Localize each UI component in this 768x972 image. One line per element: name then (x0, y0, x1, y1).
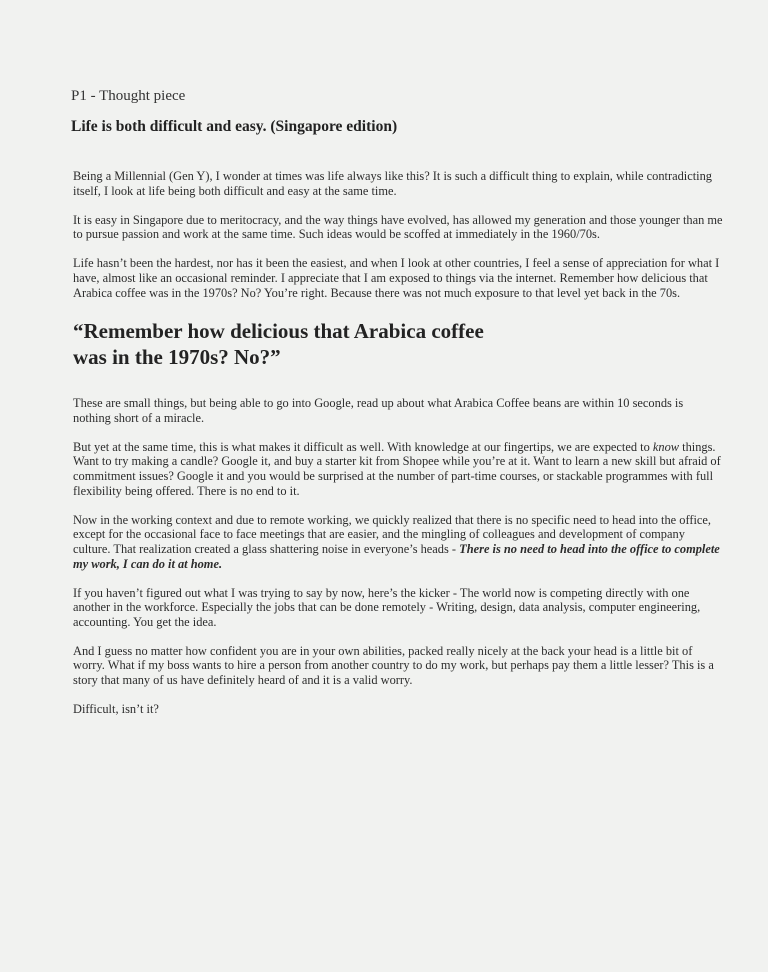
paragraph-6 (73, 513, 723, 571)
paragraph-5-italic-word: know (652, 439, 680, 454)
paragraph-4: These are small things, but being able to go into Google, read up about what Arabica Coffee beans are within 10 seconds is nothing short of a miracle. (73, 396, 684, 425)
paragraph-5-text-a: But yet at the same time, this is what makes it difficult as well. With knowledge at our fingertips, we are expected to (73, 439, 653, 454)
paragraph-2: It is easy in Singapore due to meritocracy, and the way things have evolved, has allowed my generation and those younger than me to pursue passion and work at the same time. Such ideas would be scoffed at immediately in the 1960/70s. (73, 212, 723, 242)
paragraph-7: If you haven’t figured out what I was trying to say by now, here’s the kicker - The world now is competing directly with one another in the workforce. Especially the jobs that can be done remotely - Writing, design, data analysis, computer engineering, accounting. You get the idea. (73, 585, 701, 629)
paragraph-8: And I guess no matter how confident you are in your own abilities, packed really nicely at the back your head is a little bit of worry. What if my boss wants to hire a person from another country to do my work, but perhaps pay them a little lesser? This is a story that many of us have definitely heard of and it is a valid worry. (73, 643, 714, 688)
paragraph-9: Difficult, isn’t it? (73, 702, 159, 717)
piece-label: P1 - Thought piece (71, 88, 186, 104)
article-body (73, 169, 723, 731)
paragraph-5 (73, 440, 723, 498)
paragraph-5-text-b: things. Want to try making a candle? Google it, and buy a starter kit from Shopee while you’re at it. Want to learn a new skill but afraid of commitment issues? Google it and you would be surprised at the number of part-time courses, or stackable programmes with full flexibility being offered. There is no end to it. (73, 439, 721, 498)
paragraph-1: Being a Millennial (Gen Y), I wonder at times was life always like this? It is such a difficult thing to explain, while contradicting itself, I look at life being both difficult and easy at the same time. (73, 169, 712, 198)
paragraph-6-emphasis: There is no need to head into the office to complete my work, I can do it at home. (73, 541, 720, 571)
paragraph-3: Life hasn’t been the hardest, nor has it been the easiest, and when I look at other countries, I feel a sense of appreciation for what I have, almost like an occasional reminder. I appreciate that I am exposed to things via the internet. Remember how delicious that Arabica coffee was in the 1970s? No? You’re right. Because there was not much exposure to that level yet back in the 70s. (73, 256, 720, 300)
pull-quote: “Remember how delicious that Arabica coffee was in the 1970s? No?” (73, 319, 484, 370)
article-title: Life is both difficult and easy. (Singapore edition) (71, 118, 398, 135)
paragraph-6-text: Now in the working context and due to remote working, we quickly realized that there is no specific need to head into the office, except for the occasional face to face meetings that are easier, and the mingling of colleagues and development of company culture. That realization created a glass shattering noise in everyone’s heads - (73, 512, 712, 556)
